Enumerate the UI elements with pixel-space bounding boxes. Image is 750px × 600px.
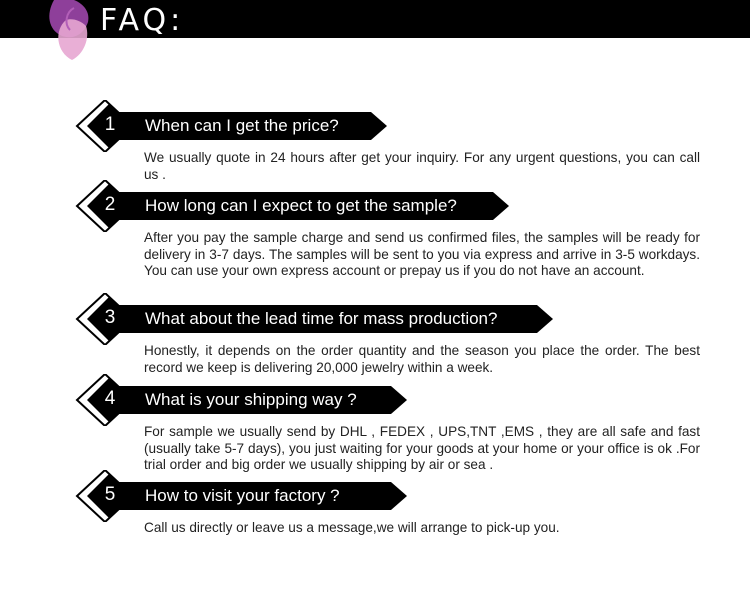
faq-number: 2 bbox=[104, 194, 116, 215]
faq-number: 3 bbox=[104, 307, 116, 328]
faq-answer: Honestly, it depends on the order quantity and the season you place the order. The best record we keep is delivering 20,000 jewelry within a week. bbox=[144, 343, 700, 375]
faq-question-row bbox=[75, 100, 735, 152]
page-title: FAQ: bbox=[100, 3, 185, 38]
faq-question: When can I get the price? bbox=[145, 116, 339, 135]
petal-logo-icon bbox=[44, 0, 100, 64]
faq-question-row bbox=[75, 293, 735, 345]
faq-answer: For sample we usually send by DHL , FEDEX , UPS,TNT ,EMS , they are all safe and fast (usually take 5-7 days), you just waiting for your goods at your home or your office is ok .For trial order and big order we usually shipping by air or sea . bbox=[144, 424, 700, 472]
faq-question: What is your shipping way ? bbox=[145, 390, 357, 409]
faq-question: How to visit your factory ? bbox=[145, 486, 340, 505]
faq-number: 1 bbox=[104, 114, 116, 135]
faq-answer: Call us directly or leave us a message,we will arrange to pick-up you. bbox=[144, 520, 560, 535]
faq-question: What about the lead time for mass production? bbox=[145, 309, 498, 328]
faq-answer: We usually quote in 24 hours after get your inquiry. For any urgent questions, you can call us . bbox=[144, 150, 700, 182]
faq-question-row bbox=[75, 374, 735, 426]
faq-question-row bbox=[75, 180, 735, 232]
faq-number: 4 bbox=[104, 388, 116, 409]
faq-question: How long can I expect to get the sample? bbox=[145, 196, 457, 215]
faq-answer: After you pay the sample charge and send us confirmed files, the samples will be ready for delivery in 3-7 days. The samples will be sent to you via express and arrive in 3-5 workdays. You can use your own express account or prepay us if you do not have an account. bbox=[144, 230, 700, 278]
faq-question-row bbox=[75, 470, 735, 522]
faq-number: 5 bbox=[104, 484, 116, 505]
